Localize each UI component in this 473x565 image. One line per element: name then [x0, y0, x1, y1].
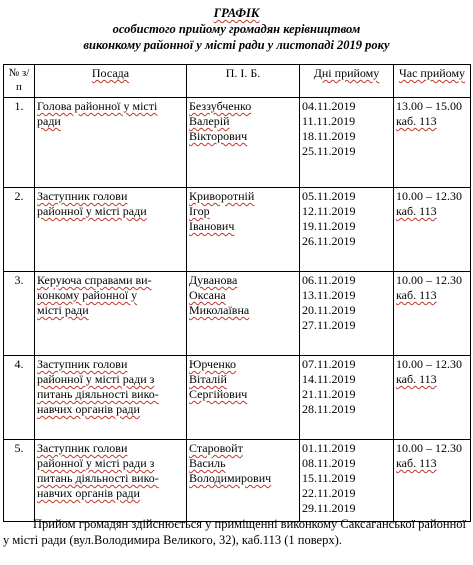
- schedule-table: [3, 64, 471, 522]
- table-row: [4, 98, 471, 188]
- cell-line: навчих органів ради: [37, 486, 140, 500]
- cell-line: навчих органів ради: [37, 402, 140, 416]
- time-range: 13.00 – 15.00: [396, 99, 462, 113]
- header-name: П. І. Б.: [187, 65, 300, 98]
- name-cell: [187, 188, 300, 272]
- row-number-cell: 4.: [4, 356, 35, 440]
- header-number: № з/п: [4, 65, 35, 98]
- cell-line: 21.11.2019: [302, 387, 356, 401]
- table-row: [4, 356, 471, 440]
- table-header-row: [4, 65, 471, 98]
- cell-line: 27.11.2019: [302, 318, 356, 332]
- cell-line: питань діяльності вико-: [37, 471, 159, 485]
- time-cell: [394, 188, 471, 272]
- cell-line: Криворотній: [189, 189, 255, 203]
- cell-line: 01.11.2019: [302, 441, 356, 455]
- time-cell: [394, 356, 471, 440]
- cell-line: ради: [37, 114, 61, 128]
- cell-line: Миколаївна: [189, 303, 250, 317]
- cell-line: 13.11.2019: [302, 288, 356, 302]
- cell-line: 07.11.2019: [302, 357, 356, 371]
- cell-line: Заступник голови: [37, 357, 128, 371]
- cell-line: Валерій: [189, 114, 230, 128]
- days-cell: [300, 356, 394, 440]
- table-row: [4, 272, 471, 356]
- cell-line: Юрченко: [189, 357, 237, 371]
- name-cell: [187, 440, 300, 522]
- days-cell: [300, 98, 394, 188]
- document-subtitle-line-1: особистого прийому громадян керівництвом: [112, 22, 361, 36]
- cell-line: Беззубченко: [189, 99, 252, 113]
- document-subtitle-line-2: виконкому районної у місті ради у листопаді 2019 року: [83, 38, 390, 52]
- cell-line: Вікторович: [189, 129, 248, 143]
- time-cell: [394, 98, 471, 188]
- cell-line: Заступник голови: [37, 189, 128, 203]
- cell-line: 18.11.2019: [302, 129, 356, 143]
- cell-line: Володимирович: [189, 471, 272, 485]
- header-days: Дні прийому: [300, 65, 394, 98]
- days-cell: [300, 188, 394, 272]
- row-number-cell: 5.: [4, 440, 35, 522]
- cell-line: Голова районної у місті: [37, 99, 158, 113]
- cell-line: Оксана: [189, 288, 226, 302]
- cell-line: районної у місті ради з: [37, 456, 155, 470]
- cell-line: 06.11.2019: [302, 273, 356, 287]
- time-cell: [394, 440, 471, 522]
- cell-line: 29.11.2019: [302, 501, 356, 515]
- room-number: каб. 113: [396, 456, 437, 470]
- row-number-cell: 2.: [4, 188, 35, 272]
- document-title: ГРАФІК: [213, 6, 260, 20]
- cell-line: Сергійович: [189, 387, 248, 401]
- cell-line: місті ради: [37, 303, 89, 317]
- cell-line: районної у місті ради: [37, 204, 147, 218]
- cell-line: Іванович: [189, 219, 235, 233]
- time-cell: [394, 272, 471, 356]
- cell-line: Дуванова: [189, 273, 238, 287]
- time-range: 10.00 – 12.30: [396, 189, 462, 203]
- room-number: каб. 113: [396, 204, 437, 218]
- table-row: [4, 188, 471, 272]
- row-number-cell: 1.: [4, 98, 35, 188]
- days-cell: [300, 440, 394, 522]
- cell-line: 26.11.2019: [302, 234, 356, 248]
- position-cell: [35, 272, 187, 356]
- cell-line: 05.11.2019: [302, 189, 356, 203]
- days-cell: [300, 272, 394, 356]
- row-number-cell: 3.: [4, 272, 35, 356]
- cell-line: 14.11.2019: [302, 372, 356, 386]
- time-range: 10.00 – 12.30: [396, 441, 462, 455]
- cell-line: 15.11.2019: [302, 471, 356, 485]
- name-cell: [187, 356, 300, 440]
- cell-line: Старовойт: [189, 441, 243, 455]
- cell-line: Василь: [189, 456, 226, 470]
- time-range: 10.00 – 12.30: [396, 273, 462, 287]
- name-cell: [187, 98, 300, 188]
- header-position: Посада: [35, 65, 187, 98]
- room-number: каб. 113: [396, 372, 437, 386]
- position-cell: [35, 98, 187, 188]
- table-row: [4, 440, 471, 522]
- cell-line: Керуюча справами ви-: [37, 273, 152, 287]
- position-cell: [35, 356, 187, 440]
- cell-line: 11.11.2019: [302, 114, 356, 128]
- footer-note: Прийом громадян здійснюється у приміщенні виконкому Саксаганської районної у місті ради (вул.Володимира Великого, 32), каб.113 (1 поверх).: [3, 517, 467, 547]
- cell-line: 04.11.2019: [302, 99, 356, 113]
- cell-line: Заступник голови: [37, 441, 128, 455]
- position-cell: [35, 188, 187, 272]
- cell-line: районної у місті ради з: [37, 372, 155, 386]
- cell-line: 12.11.2019: [302, 204, 356, 218]
- cell-line: 25.11.2019: [302, 144, 356, 158]
- cell-line: питань діяльності вико-: [37, 387, 159, 401]
- cell-line: 28.11.2019: [302, 402, 356, 416]
- cell-line: 08.11.2019: [302, 456, 356, 470]
- cell-line: 22.11.2019: [302, 486, 356, 500]
- room-number: каб. 113: [396, 114, 437, 128]
- room-number: каб. 113: [396, 288, 437, 302]
- cell-line: 20.11.2019: [302, 303, 356, 317]
- cell-line: 19.11.2019: [302, 219, 356, 233]
- time-range: 10.00 – 12.30: [396, 357, 462, 371]
- name-cell: [187, 272, 300, 356]
- cell-line: конкому районної у: [37, 288, 138, 302]
- header-time: Час прийому: [394, 65, 471, 98]
- cell-line: Віталій: [189, 372, 227, 386]
- cell-line: Ігор: [189, 204, 210, 218]
- position-cell: [35, 440, 187, 522]
